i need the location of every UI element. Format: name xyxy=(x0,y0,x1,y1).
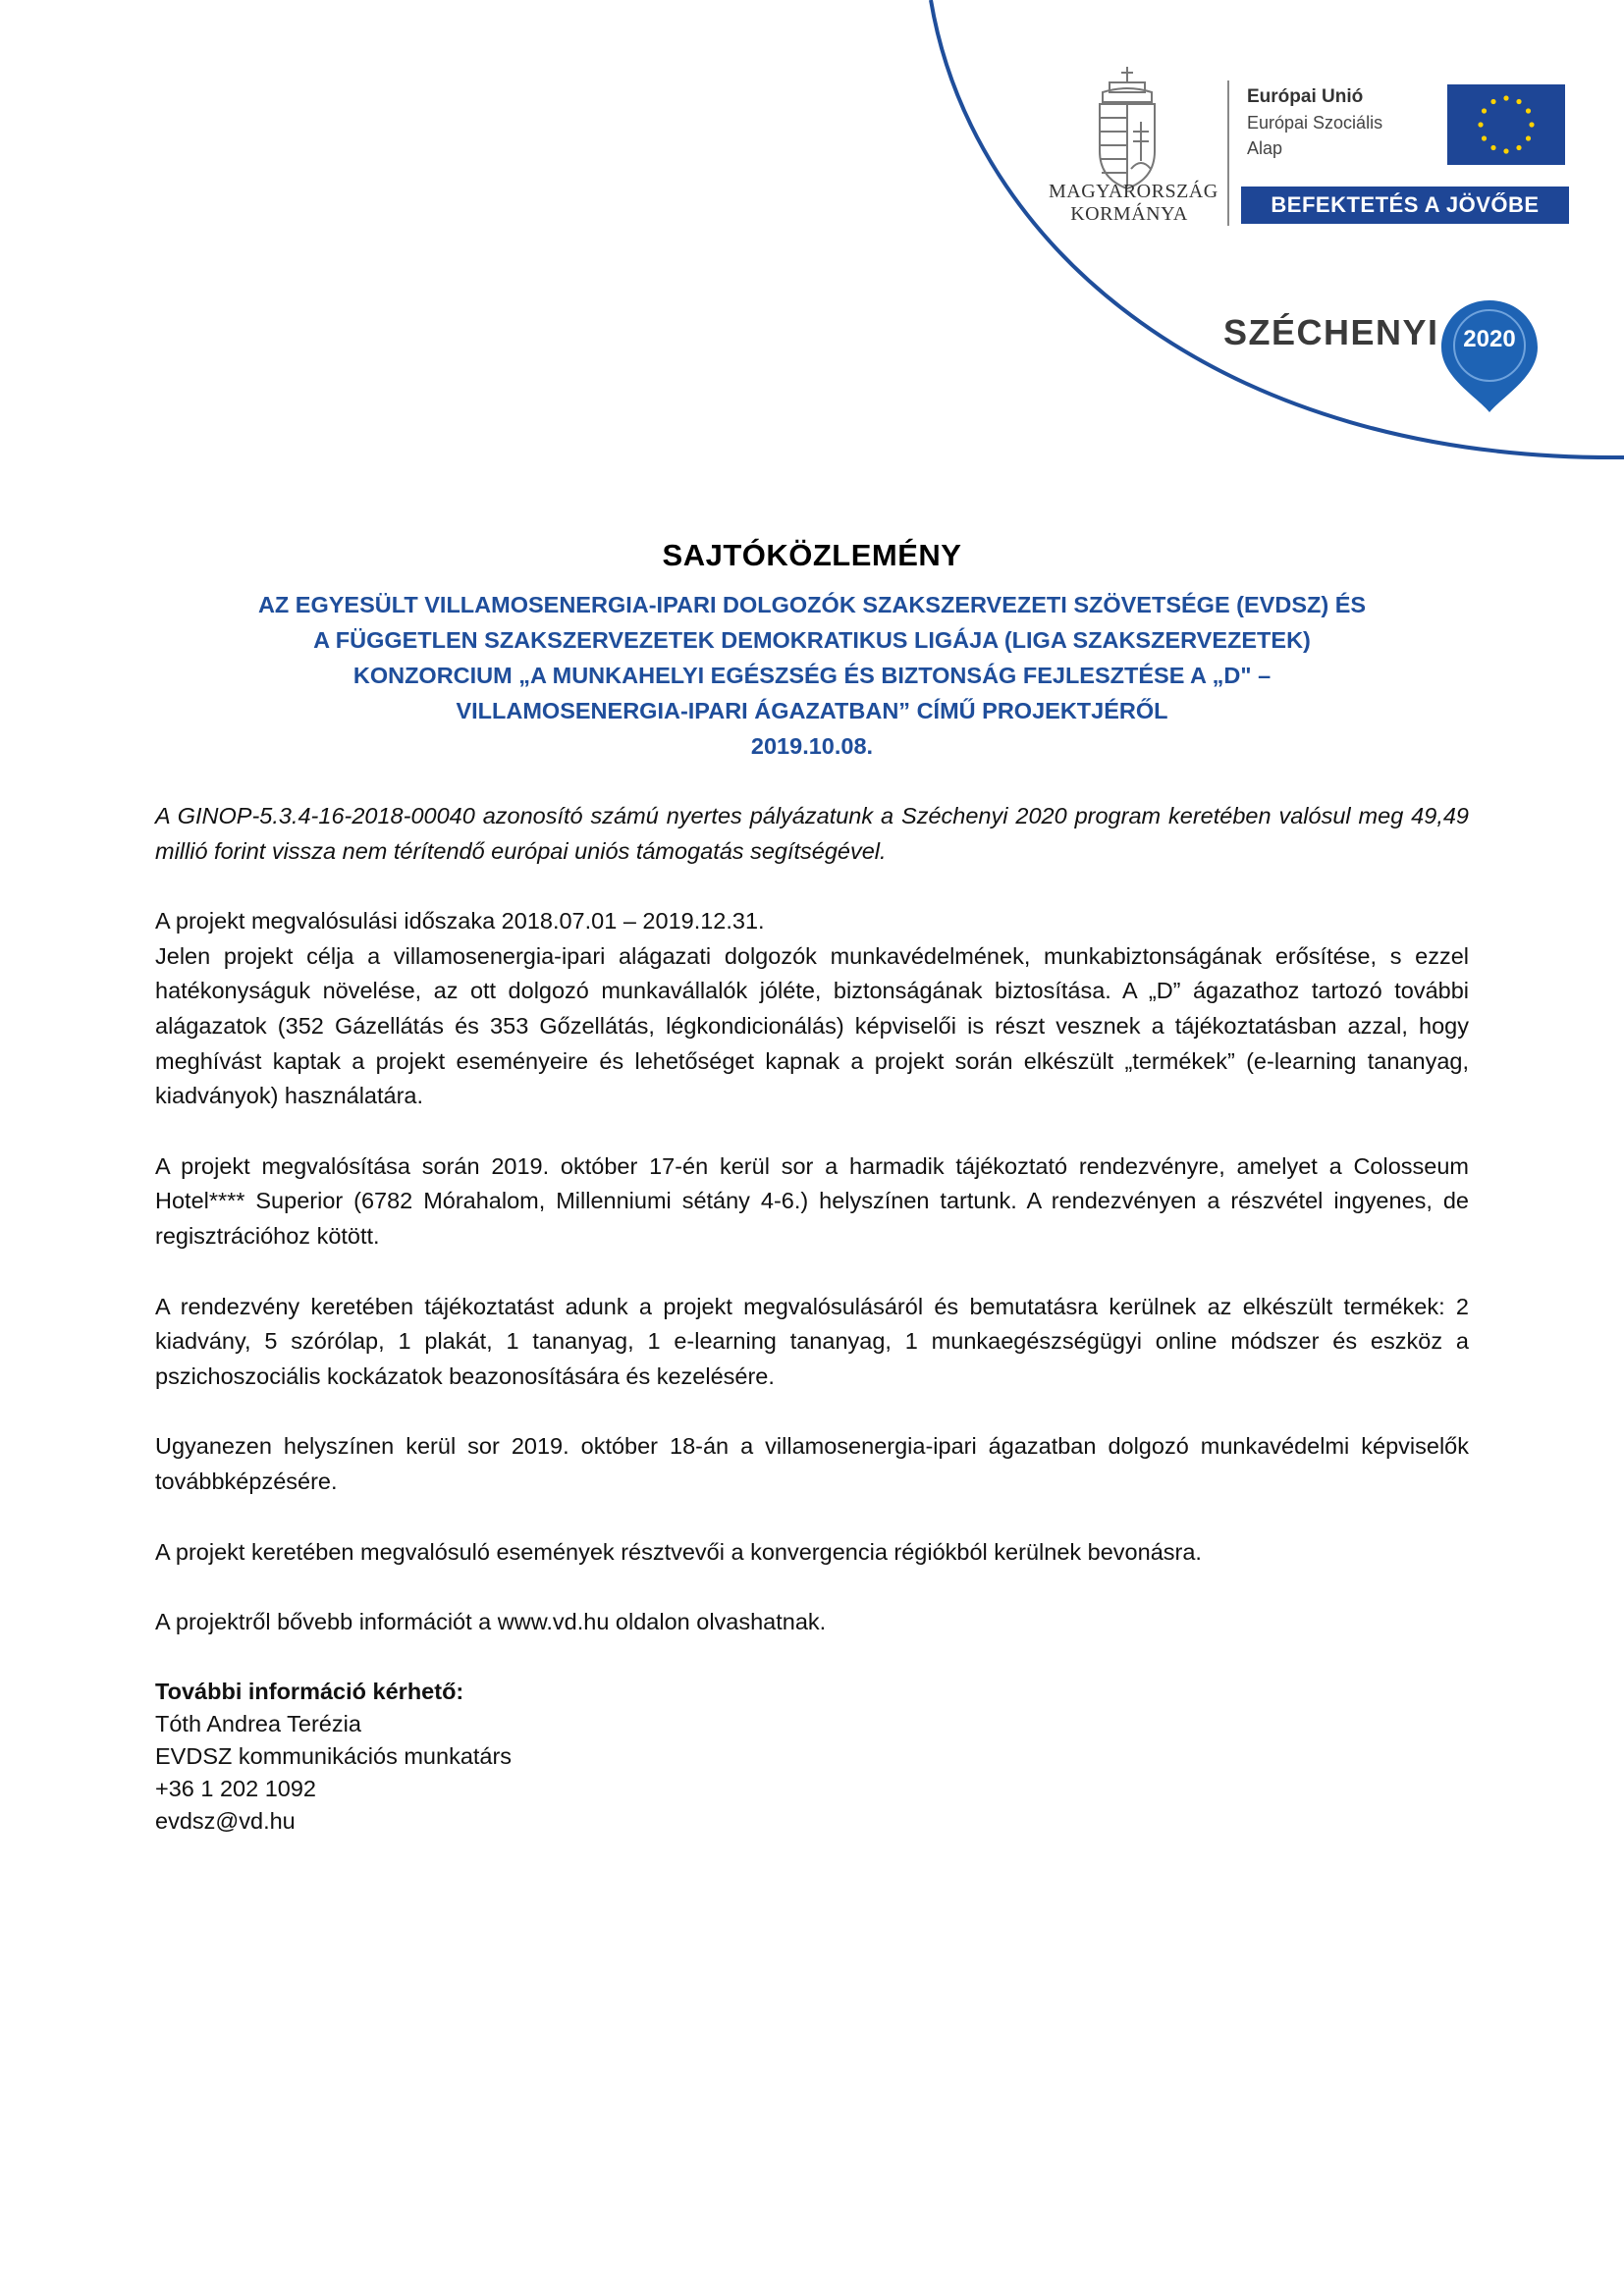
government-line-2: KORMÁNYA xyxy=(1070,203,1188,225)
contact-email: evdsz@vd.hu xyxy=(155,1807,296,1834)
body-paragraph: A projekt keretében megvalósuló események résztvevői a konvergencia régiókból kerülnek bevonásra. xyxy=(155,1538,1202,1565)
subtitle-line: VILLAMOSENERGIA-IPARI ÁGAZATBAN” CÍMŰ PROJEKTJÉRŐL xyxy=(456,698,1168,723)
body-paragraph: A rendezvény keretében tájékoztatást adunk a projekt megvalósulásáról és bemutatásra kerülnek az elkészült termékek: 2 kiadvány, 5 szórólap, 1 plakát, 1 tananyag, 1 e-learning tananyag, 1 munkaegészségügyi online módszer és eszköz a pszichoszociális kockázatok beazonosítására és kezelésére. xyxy=(155,1293,1469,1389)
contact-heading: További információ kérhető: xyxy=(155,1678,464,1704)
government-name xyxy=(1049,181,1218,226)
eu-text-block xyxy=(1247,84,1443,161)
contact-block xyxy=(155,1676,1469,1838)
szechenyi-2020-pin-icon xyxy=(1437,296,1542,416)
press-release-body xyxy=(155,538,1469,1838)
lead-paragraph: A GINOP-5.3.4-16-2018-00040 azonosító számú nyertes pályázatunk a Széchenyi 2020 program keretében valósul meg 49,49 millió forint vissza nem térítendő európai uniós támogatás segítségével. xyxy=(155,803,1469,864)
project-period: A projekt megvalósulási időszaka 2018.07.01 – 2019.12.31. xyxy=(155,908,765,934)
szechenyi-year: 2020 xyxy=(1463,326,1516,352)
body-paragraph: A projekt megvalósítása során 2019. október 17-én kerül sor a harmadik tájékoztató rendezvényre, amelyet a Colosseum Hotel**** Superior (6782 Mórahalom, Millenniumi sétány 4-6.) helyszínen tartunk. A rendezvényen a részvétel ingyenes, de regisztrációhoz kötött. xyxy=(155,1152,1469,1249)
body-paragraph: Ugyanezen helyszínen kerül sor 2019. október 18-án a villamosenergia-ipari ágazatban dolgozó munkavédelmi képviselők továbbképzésére. xyxy=(155,1433,1469,1494)
eu-flag-icon xyxy=(1447,84,1565,165)
page-title: SAJTÓKÖZLEMÉNY xyxy=(662,538,962,572)
contact-role: EVDSZ kommunikációs munkatárs xyxy=(155,1742,513,1769)
subtitle-line: A FÜGGETLEN SZAKSZERVEZETEK DEMOKRATIKUS LIGÁJA (LIGA SZAKSZERVEZETEK) xyxy=(313,627,1311,653)
header-arc-decoration xyxy=(0,0,1624,491)
eu-title: Európai Unió xyxy=(1247,86,1364,107)
body-paragraph: Jelen projekt célja a villamosenergia-ipari alágazati dolgozók munkavédelmének, munkabiztonságának erősítése, s ezzel hatékonyságuk növelése, az ott dolgozó munkavállalók jóléte, biztonságának biztosítása. A „D” ágazathoz tartozó további alágazatok (352 Gázellátás és 353 Gőzellátás, légkondicionálás) képviselői is részt vesznek a tájékoztatásban azzal, hogy meghívást kaptak a projekt eseményeire és lehetőséget kapnak a projekt során elkészült „termékek” (e-learning tananyag, kiadványok) használatára. xyxy=(155,942,1469,1109)
government-line-1: MAGYARORSZÁG xyxy=(1049,181,1218,202)
release-date: 2019.10.08. xyxy=(750,733,874,759)
contact-phone: +36 1 202 1092 xyxy=(155,1775,317,1801)
body-paragraph: A projektről bővebb információt a www.vd.hu oldalon olvashatnak. xyxy=(155,1609,827,1635)
subtitle xyxy=(155,587,1469,728)
eu-fund-line-2: Alap xyxy=(1247,138,1283,158)
invest-in-future-banner: BEFEKTETÉS A JÖVŐBE xyxy=(1241,187,1569,224)
contact-name: Tóth Andrea Terézia xyxy=(155,1710,361,1736)
szechenyi-logo-text: SZÉCHENYI xyxy=(1223,312,1439,352)
logo-divider xyxy=(1227,80,1229,226)
subtitle-line: KONZORCIUM „A MUNKAHELYI EGÉSZSÉG ÉS BIZTONSÁG FEJLESZTÉSE A „D" – xyxy=(352,663,1272,688)
subtitle-line: AZ EGYESÜLT VILLAMOSENERGIA-IPARI DOLGOZÓK SZAKSZERVEZETI SZÖVETSÉGE (EVDSZ) ÉS xyxy=(257,592,1367,617)
eu-fund-line-1: Európai Szociális xyxy=(1247,113,1383,133)
